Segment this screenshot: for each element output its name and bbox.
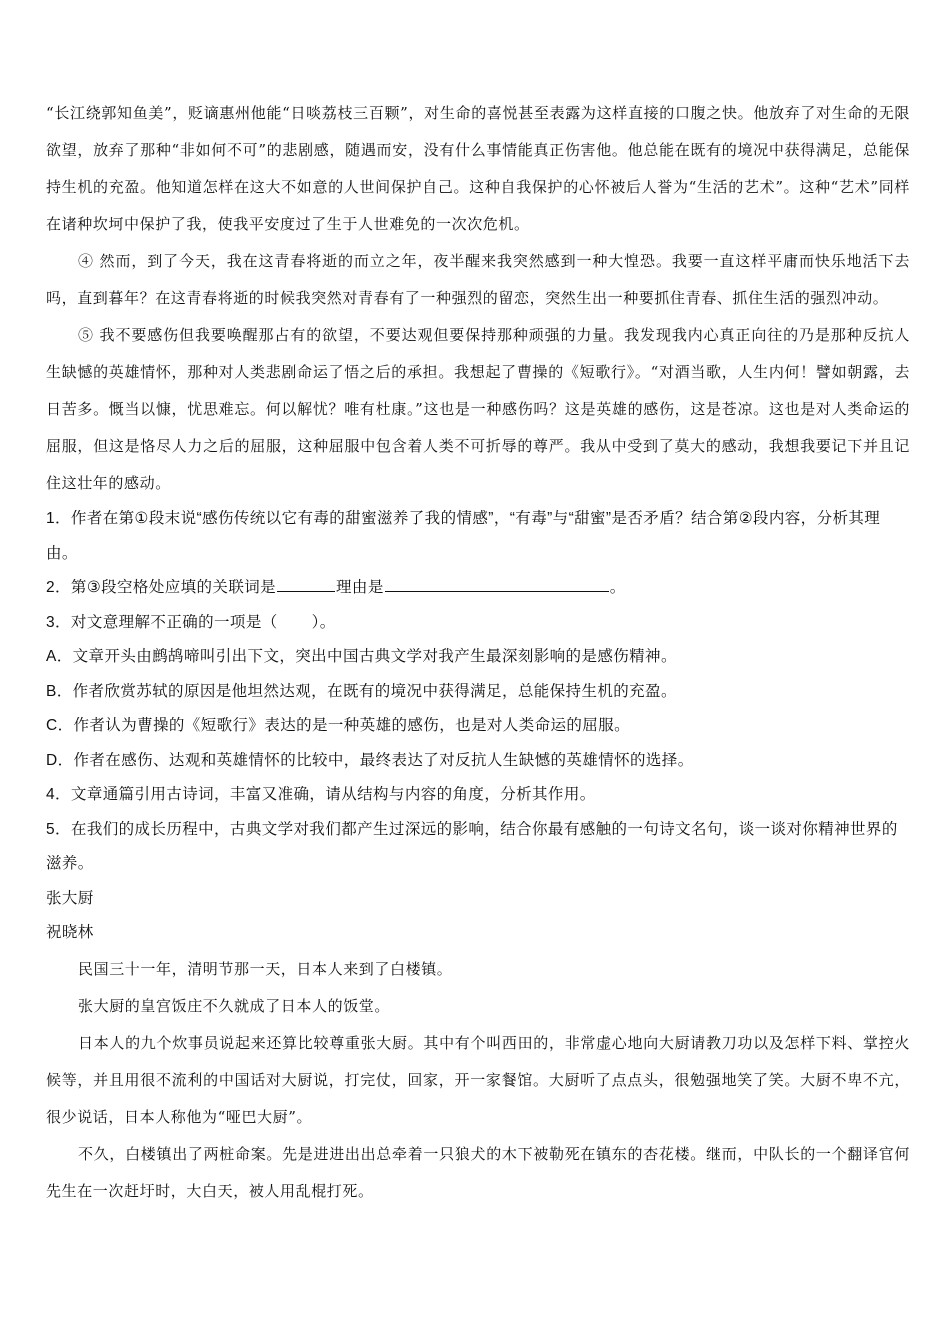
question-4: 4．文章通篇引用古诗词，丰富又准确，请从结构与内容的角度，分析其作用。 [46,786,596,803]
question-1: 1．作者在第①段末说“感伤传统以它有毒的甜蜜滋养了我的情感”，“有毒”与“甜蜜”是否矛盾？结合第②段内容，分析其理由。 [46,510,881,562]
question-2 [46,571,910,606]
question-2-end: 。 [609,579,626,596]
question-3-option-b: B．作者欣赏苏轼的原因是他坦然达观，在既有的境况中获得满足，总能保持生机的充盈。 [46,682,677,700]
question-3-option-a: A．文章开头由鹧鸪啼叫引出下文，突出中国古典文学对我产生最深刻影响的是感伤精神。 [46,648,677,665]
question-2-prompt: 2．第③段空格处应填的关联词是 [46,579,277,596]
question-2-reason-label: 理由是 [336,579,384,596]
story-paragraph-4: 不久，白楼镇出了两桩命案。先是进进出出总牵着一只狼犬的木下被勒死在镇东的杏花楼。继而，中队长的一个翻译官何先生在一次赶圩时，大白天，被人用乱棍打死。 [46,1144,910,1200]
passage-paragraph-4: ④ 然而，到了今天，我在这青春将逝的而立之年，夜半醒来我突然感到一种大惶恐。我要一直这样平庸而快乐地活下去吗，直到暮年？在这青春将逝的时候我突然对青春有了一种强烈的留恋，突然生出一种要抓住青春、抓住生活的强烈冲动。 [46,252,910,307]
answer-blank-reason[interactable] [385,577,609,592]
question-3 [46,606,910,641]
question-3-option-c: C．作者认为曹操的《短歌行》表达的是一种英雄的感伤，也是对人类命运的屈服。 [46,717,630,734]
story-paragraph-2: 张大厨的皇宫饭庄不久就成了日本人的饭堂。 [78,996,391,1015]
question-3-end: ）。 [311,613,336,631]
passage-paragraph-5: ⑤ 我不要感伤但我要唤醒那占有的欲望，不要达观但要保持那种顽强的力量。我发现我内心真正向往的乃是那种反抗人生缺憾的英雄情怀，那种对人类悲剧命运了悟之后的承担。我想起了曹操的《短歌行》。“对酒当歌，人生内何！譬如朝露，去日苦多。慨当以慷，忧思难忘。何以解忧？唯有杜康。”这也是一种感伤吗？这是英雄的感伤，这是苍凉。这也是对人类命运的屈服，但这是恪尽人力之后的屈服，这种屈服中包含着人类不可折辱的尊严。我从中受到了莫大的感动，我想我要记下并且记住这壮年的感动。 [46,326,910,492]
answer-blank-conjunction[interactable] [277,577,335,592]
story-author: 祝晓林 [46,924,94,941]
exam-page [46,95,910,1210]
questions-section [46,502,910,882]
story-paragraph-3: 日本人的九个炊事员说起来还算比较尊重张大厨。其中有个叫西田的，非常虚心地向大厨请教刀功以及怎样下料、掌控火候等，并且用很不流利的中国话对大厨说，打完仗，回家，开一家餐馆。大厨听了点点头，很勉强地笑了笑。大厨不卑不亢，很少说话，日本人称他为“哑巴大厨”。 [46,1033,910,1126]
question-3-prompt: 3．对文意理解不正确的一项是（ [46,613,278,631]
passage-paragraph-3-end: “长江绕郭知鱼美”，贬谪惠州他能“日啖荔枝三百颗”，对生命的喜悦甚至表露为这样直接的口腹之快。他放弃了对生命的无限欲望，放弃了那种“非如何不可”的悲剧感，随遇而安，没有什么事情能真正伤害他。他总能在既有的境况中获得满足，总能保持生机的充盈。他知道怎样在这大不如意的人世间保护自己。这种自我保护的心怀被后人誉为“生活的艺术”。这种“艺术”同样在诸种坎坷中保护了我，使我平安度过了生于人世难免的一次次危机。 [46,104,910,233]
story-paragraph-1: 民国三十一年，清明节那一天，日本人来到了白楼镇。 [78,959,453,978]
story-section [46,882,910,1210]
story-title: 张大厨 [46,889,94,907]
question-5: 5．在我们的成长历程中，古典文学对我们都产生过深远的影响，结合你最有感触的一句诗文名句，谈一谈对你精神世界的滋养。 [46,820,898,872]
question-3-option-d: D．作者在感伤、达观和英雄情怀的比较中，最终表达了对反抗人生缺憾的英雄情怀的选择。 [46,751,694,769]
